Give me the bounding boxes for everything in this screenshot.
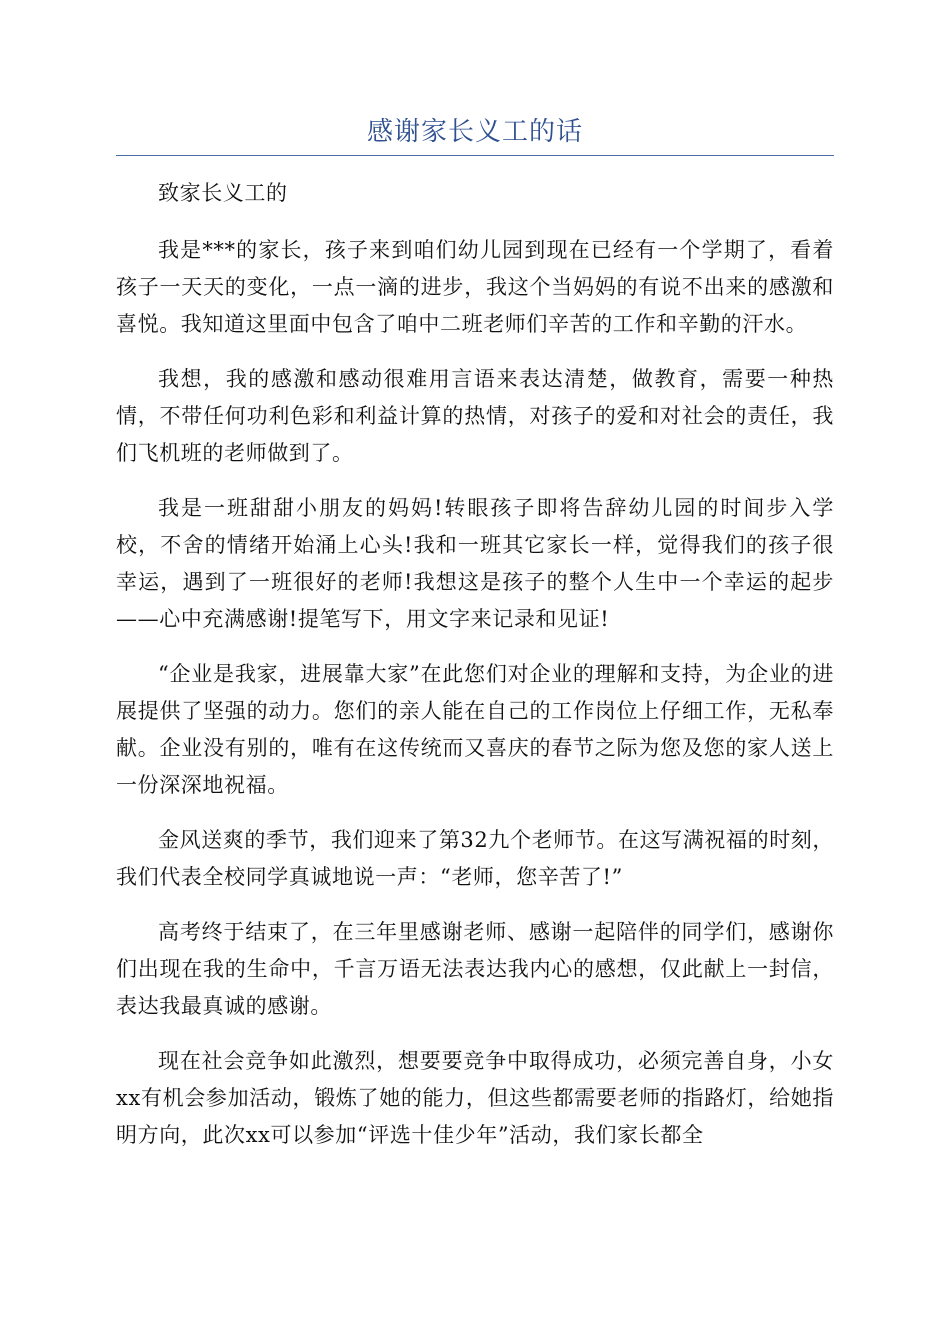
paragraph: 我是***的家长，孩子来到咱们幼儿园到现在已经有一个学期了，看着孩子一天天的变化，一点一滴的进步，我这个当妈妈的有说不出来的感激和喜悦。我知道这里面中包含了咱中二班老师们辛苦的工作和辛勤的汗水。: [116, 238, 834, 336]
greeting-line: 致家长义工的: [158, 181, 288, 205]
paragraph: 高考终于结束了，在三年里感谢老师、感谢一起陪伴的同学们，感谢你们出现在我的生命中，千言万语无法表达我内心的感想，仅此献上一封信，表达我最真诚的感谢。: [116, 920, 834, 1018]
paragraph: 现在社会竞争如此激烈，想要要竞争中取得成功，必须完善自身，小女xx有机会参加活动，锻炼了她的能力，但这些都需要老师的指路灯，给她指明方向，此次xx可以参加“评选十佳少年”活动，我们家长都全: [116, 1049, 834, 1147]
paragraph: “企业是我家，进展靠大家”在此您们对企业的理解和支持，为企业的进展提供了坚强的动力。您们的亲人能在自己的工作岗位上仔细工作，无私奉献。企业没有别的，唯有在这传统而又喜庆的春节之际为您及您的家人送上一份深深地祝福。: [116, 662, 834, 797]
paragraph: 我是一班甜甜小朋友的妈妈!转眼孩子即将告辞幼儿园的时间步入学校，不舍的情绪开始涌上心头!我和一班其它家长一样，觉得我们的孩子很幸运，遇到了一班很好的老师!我想这是孩子的整个人生中一个幸运的起步——心中充满感谢!提笔写下，用文字来记录和见证!: [116, 496, 834, 631]
document-body: [116, 175, 834, 1172]
paragraph: 金风送爽的季节，我们迎来了第32九个老师节。在这写满祝福的时刻，我们代表全校同学真诚地说一声：“老师，您辛苦了!”: [116, 828, 834, 889]
title-underline: [116, 155, 834, 156]
document-title: 感谢家长义工的话: [366, 117, 583, 147]
paragraph: 我想，我的感激和感动很难用言语来表达清楚，做教育，需要一种热情，不带任何功利色彩和利益计算的热情，对孩子的爱和对社会的责任，我们飞机班的老师做到了。: [116, 367, 834, 465]
